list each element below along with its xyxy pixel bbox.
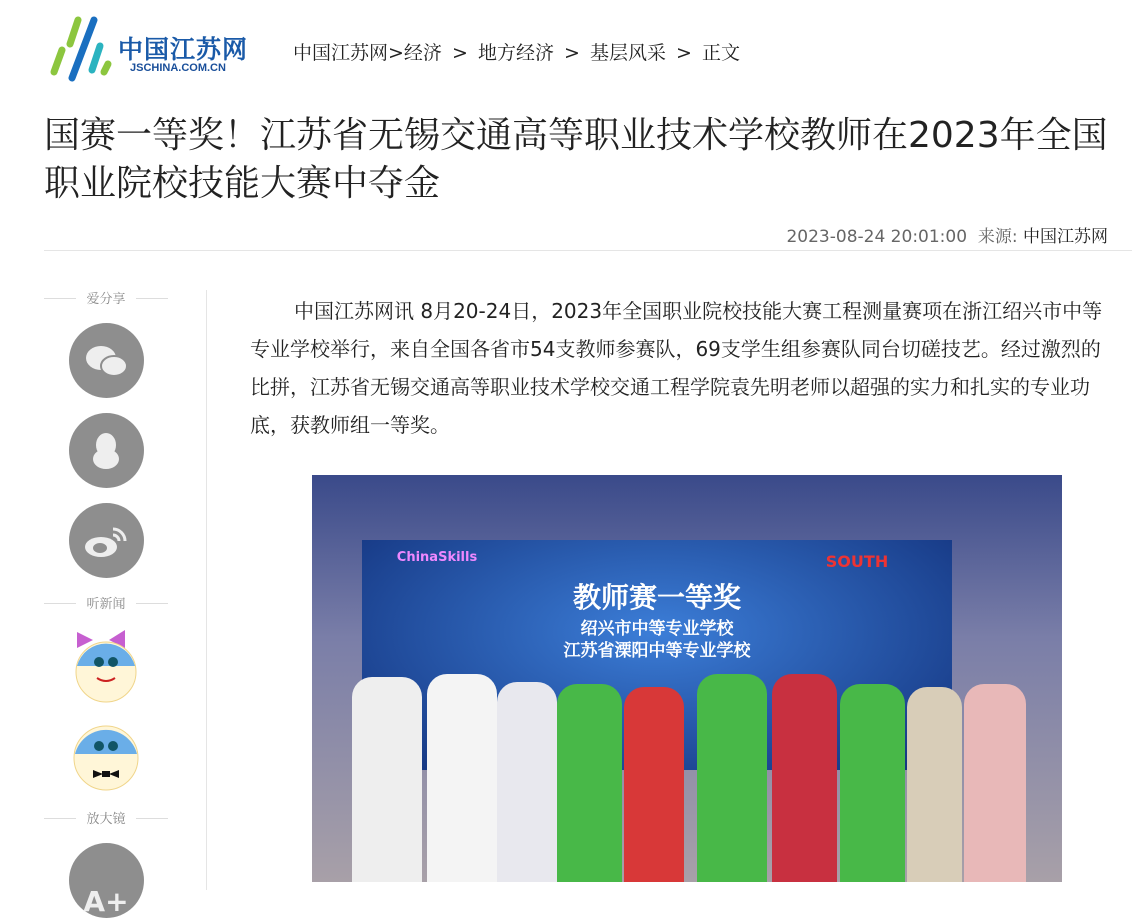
logo-domain: JSCHINA.COM.CN <box>130 62 226 74</box>
breadcrumb-local-economy[interactable]: 地方经济 <box>477 42 554 64</box>
person <box>497 682 557 882</box>
person <box>772 674 837 882</box>
source-label: 来源: <box>977 227 1018 247</box>
breadcrumb-sep: > <box>451 42 468 64</box>
person <box>840 684 905 882</box>
person <box>964 684 1026 882</box>
breadcrumb <box>293 38 744 65</box>
person <box>907 687 962 882</box>
chinaskills-logo: ChinaSkills <box>396 550 478 565</box>
breadcrumb-current: 正文 <box>702 42 741 64</box>
font-enlarge-icon[interactable]: A+ <box>69 843 144 918</box>
site-logo[interactable] <box>48 16 248 82</box>
south-logo: SOUTH <box>825 552 889 571</box>
person <box>624 687 684 882</box>
person <box>557 684 622 882</box>
banner-title: 教师赛一等奖 <box>572 581 741 614</box>
article-meta <box>786 222 1108 247</box>
person <box>427 674 497 882</box>
person <box>697 674 767 882</box>
banner-line: 江苏省溧阳中等专业学校 <box>563 641 751 661</box>
divider <box>44 250 1132 251</box>
publish-time: 2023-08-24 20:01:00 <box>786 227 968 247</box>
zoom-section-label: 放大镜 <box>44 808 168 828</box>
breadcrumb-home[interactable]: 中国江苏网>经济 <box>293 42 442 64</box>
banner-line: 绍兴市中等专业学校 <box>580 619 734 639</box>
male-voice-icon[interactable] <box>69 718 144 793</box>
weibo-icon[interactable] <box>69 503 144 578</box>
article-photo <box>312 475 1062 882</box>
article-title: 国赛一等奖！江苏省无锡交通高等职业技术学校教师在2023年全国职业院校技能大赛中夺金 <box>44 115 1108 204</box>
wechat-icon[interactable] <box>69 323 144 398</box>
logo-text: 中国江苏网 <box>118 35 249 64</box>
listen-section-label: 听新闻 <box>44 593 168 613</box>
breadcrumb-sep: > <box>564 42 580 64</box>
sidebar-divider <box>206 290 207 890</box>
qq-icon[interactable] <box>69 413 144 488</box>
article-body: 中国江苏网讯 8月20-24日，2023年全国职业院校技能大赛工程测量赛项在浙江绍兴市中等专业学校举行，来自全国各省市54支教师参赛队，69支学生组参赛队同台切磋技艺。经过激烈的比拼，江苏省无锡交通高等职业技术学校交通工程学院袁先明老师以超强的实力和扎实的专业功底，获教师组一等奖。 <box>250 299 1103 437</box>
share-sidebar <box>44 288 168 918</box>
source-link[interactable]: 中国江苏网 <box>1023 227 1108 247</box>
person <box>352 677 422 882</box>
share-section-label: 爱分享 <box>44 288 168 308</box>
female-voice-icon[interactable] <box>69 628 144 703</box>
breadcrumb-sep: > <box>676 42 692 64</box>
logo-mark-icon <box>48 16 118 82</box>
breadcrumb-grassroots[interactable]: 基层风采 <box>589 42 666 64</box>
